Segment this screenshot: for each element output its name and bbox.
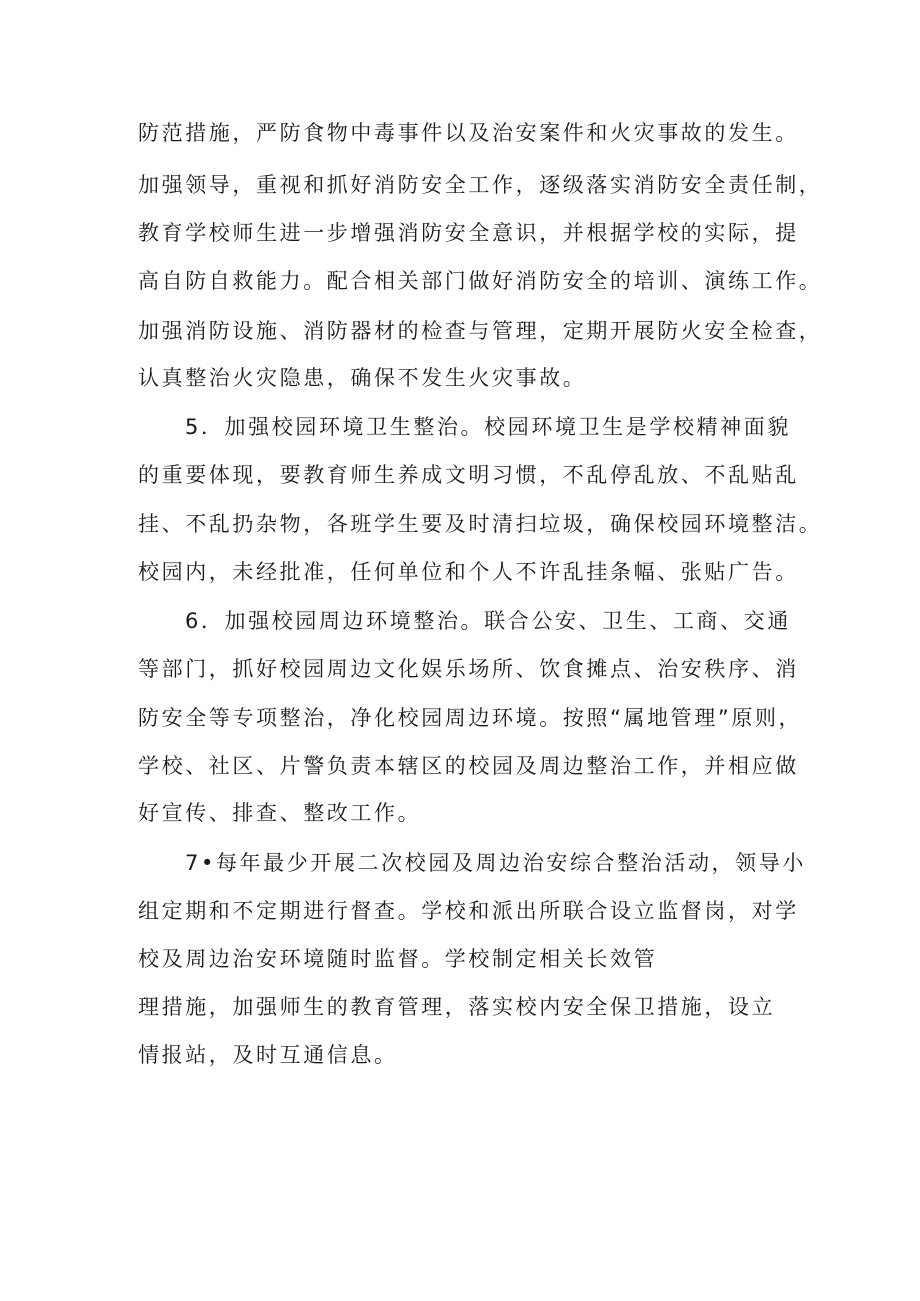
paragraph-6-first-line: 6．加强校园周边环境整治。联合公安、卫生、工商、交通 — [185, 609, 791, 633]
text-line: 加强消防设施、消防器材的检查与管理，定期开展防火安全检查， — [138, 319, 823, 343]
text-line: 认真整治火灾隐患，确保不发生火灾事故。 — [138, 366, 587, 390]
text-line: 教育学校师生进一步增强消防安全意识，并根据学校的实际，提 — [138, 221, 799, 245]
text-line: 理措施，加强师生的教育管理，落实校内安全保卫措施，设立 — [138, 995, 776, 1019]
text-line: 防安全等专项整治，净化校园周边环境。按照“属地管理”原则， — [138, 706, 803, 730]
text-line: 情报站，及时互通信息。 — [138, 1043, 398, 1067]
text-line: 的重要体现，要教育师生养成文明习惯，不乱停乱放、不乱贴乱 — [138, 463, 799, 487]
text-line: 校及周边治安环境随时监督。学校制定相关长效管 — [138, 947, 658, 971]
text-line: 校园内，未经批准，任何单位和个人不许乱挂条幅、张贴广告。 — [138, 560, 799, 584]
text-line: 组定期和不定期进行督查。学校和派出所联合设立监督岗，对学 — [138, 899, 799, 923]
text-line: 学校、社区、片警负责本辖区的校园及周边整治工作，并相应做 — [138, 754, 799, 778]
text-line: 加强领导，重视和抓好消防安全工作，逐级落实消防安全责任制， — [138, 173, 823, 197]
text-line: 防范措施，严防食物中毒事件以及治安案件和火灾事故的发生。 — [138, 121, 799, 145]
text-line: 好宣传、排查、整改工作。 — [138, 801, 422, 825]
paragraph-5-first-line: 5．加强校园环境卫生整治。校园环境卫生是学校精神面貌 — [185, 415, 791, 439]
text-line: 挂、不乱扔杂物，各班学生要及时清扫垃圾，确保校园环境整洁。 — [138, 512, 823, 536]
text-line: 高自防自救能力。配合相关部门做好消防安全的培训、演练工作。 — [138, 269, 823, 293]
paragraph-7-first-line: 7•每年最少开展二次校园及周边治安综合整治活动，领导小 — [185, 851, 806, 875]
text-line: 等部门，抓好校园周边文化娱乐场所、饮食摊点、治安秩序、消 — [138, 657, 799, 681]
